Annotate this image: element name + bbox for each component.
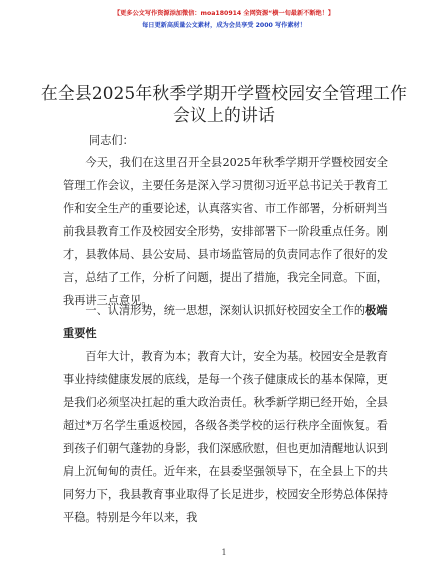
document-title: 在全县2025年秋季学期开学暨校园安全管理工作会议上的讲话 <box>40 83 408 125</box>
section-heading-1-bold-text: 极端重要性 <box>63 304 388 340</box>
promo-banner-line-1: 【更多公文写作资源添加微信：moa180914 全网资源“横一旬最新不断绝！】 <box>113 10 335 17</box>
paragraph-intro: 今天，我们在这里召开全县2025年秋季学期开学暨校园安全管理工作会议，主要任务是深入学习贯彻习近平总书记关于教育工作和安全生产的重要论述，认真落实省、市工作部署，分析研判当前我县教育工作及校园安全形势，安排部署下一阶段重点任务。刚才，县教体局、县公安局、县市场监管局的负责同志作了很好的发言，总结了工作，分析了问题，提出了措施，我完全同意。下面，我再讲三点意见。 <box>63 156 388 307</box>
paragraph-body: 百年大计，教育为本；教育大计，安全为基。校园安全是教育事业持续健康发展的底线，是每一个孩子健康成长的基本保障，更是我们必须坚决扛起的重大政治责任。秋季新学期已经开始，全县超过*万名学生重返校园，各级各类学校的运行秩序全面恢复。看到孩子们朝气蓬勃的身影，我们深感欣慰，但也更加清醒地认识到肩上沉甸甸的责任。近年来，在县委坚强领导下，在全县上下的共同努力下，我县教育事业取得了长足进步，校园安全形势总体保持平稳。特别是今年以来，我 <box>63 350 388 524</box>
page-number: 1 <box>221 548 227 557</box>
section-heading-1 <box>63 299 388 345</box>
section-heading-1-text: 一、认清形势，统一思想，深刻认识抓好校园安全工作的 <box>85 304 366 317</box>
promo-banner-line-2: 每日更新高质量公文素材，成为会员享受 2000 写作素材！ <box>142 22 306 29</box>
salutation: 同志们： <box>89 134 134 147</box>
